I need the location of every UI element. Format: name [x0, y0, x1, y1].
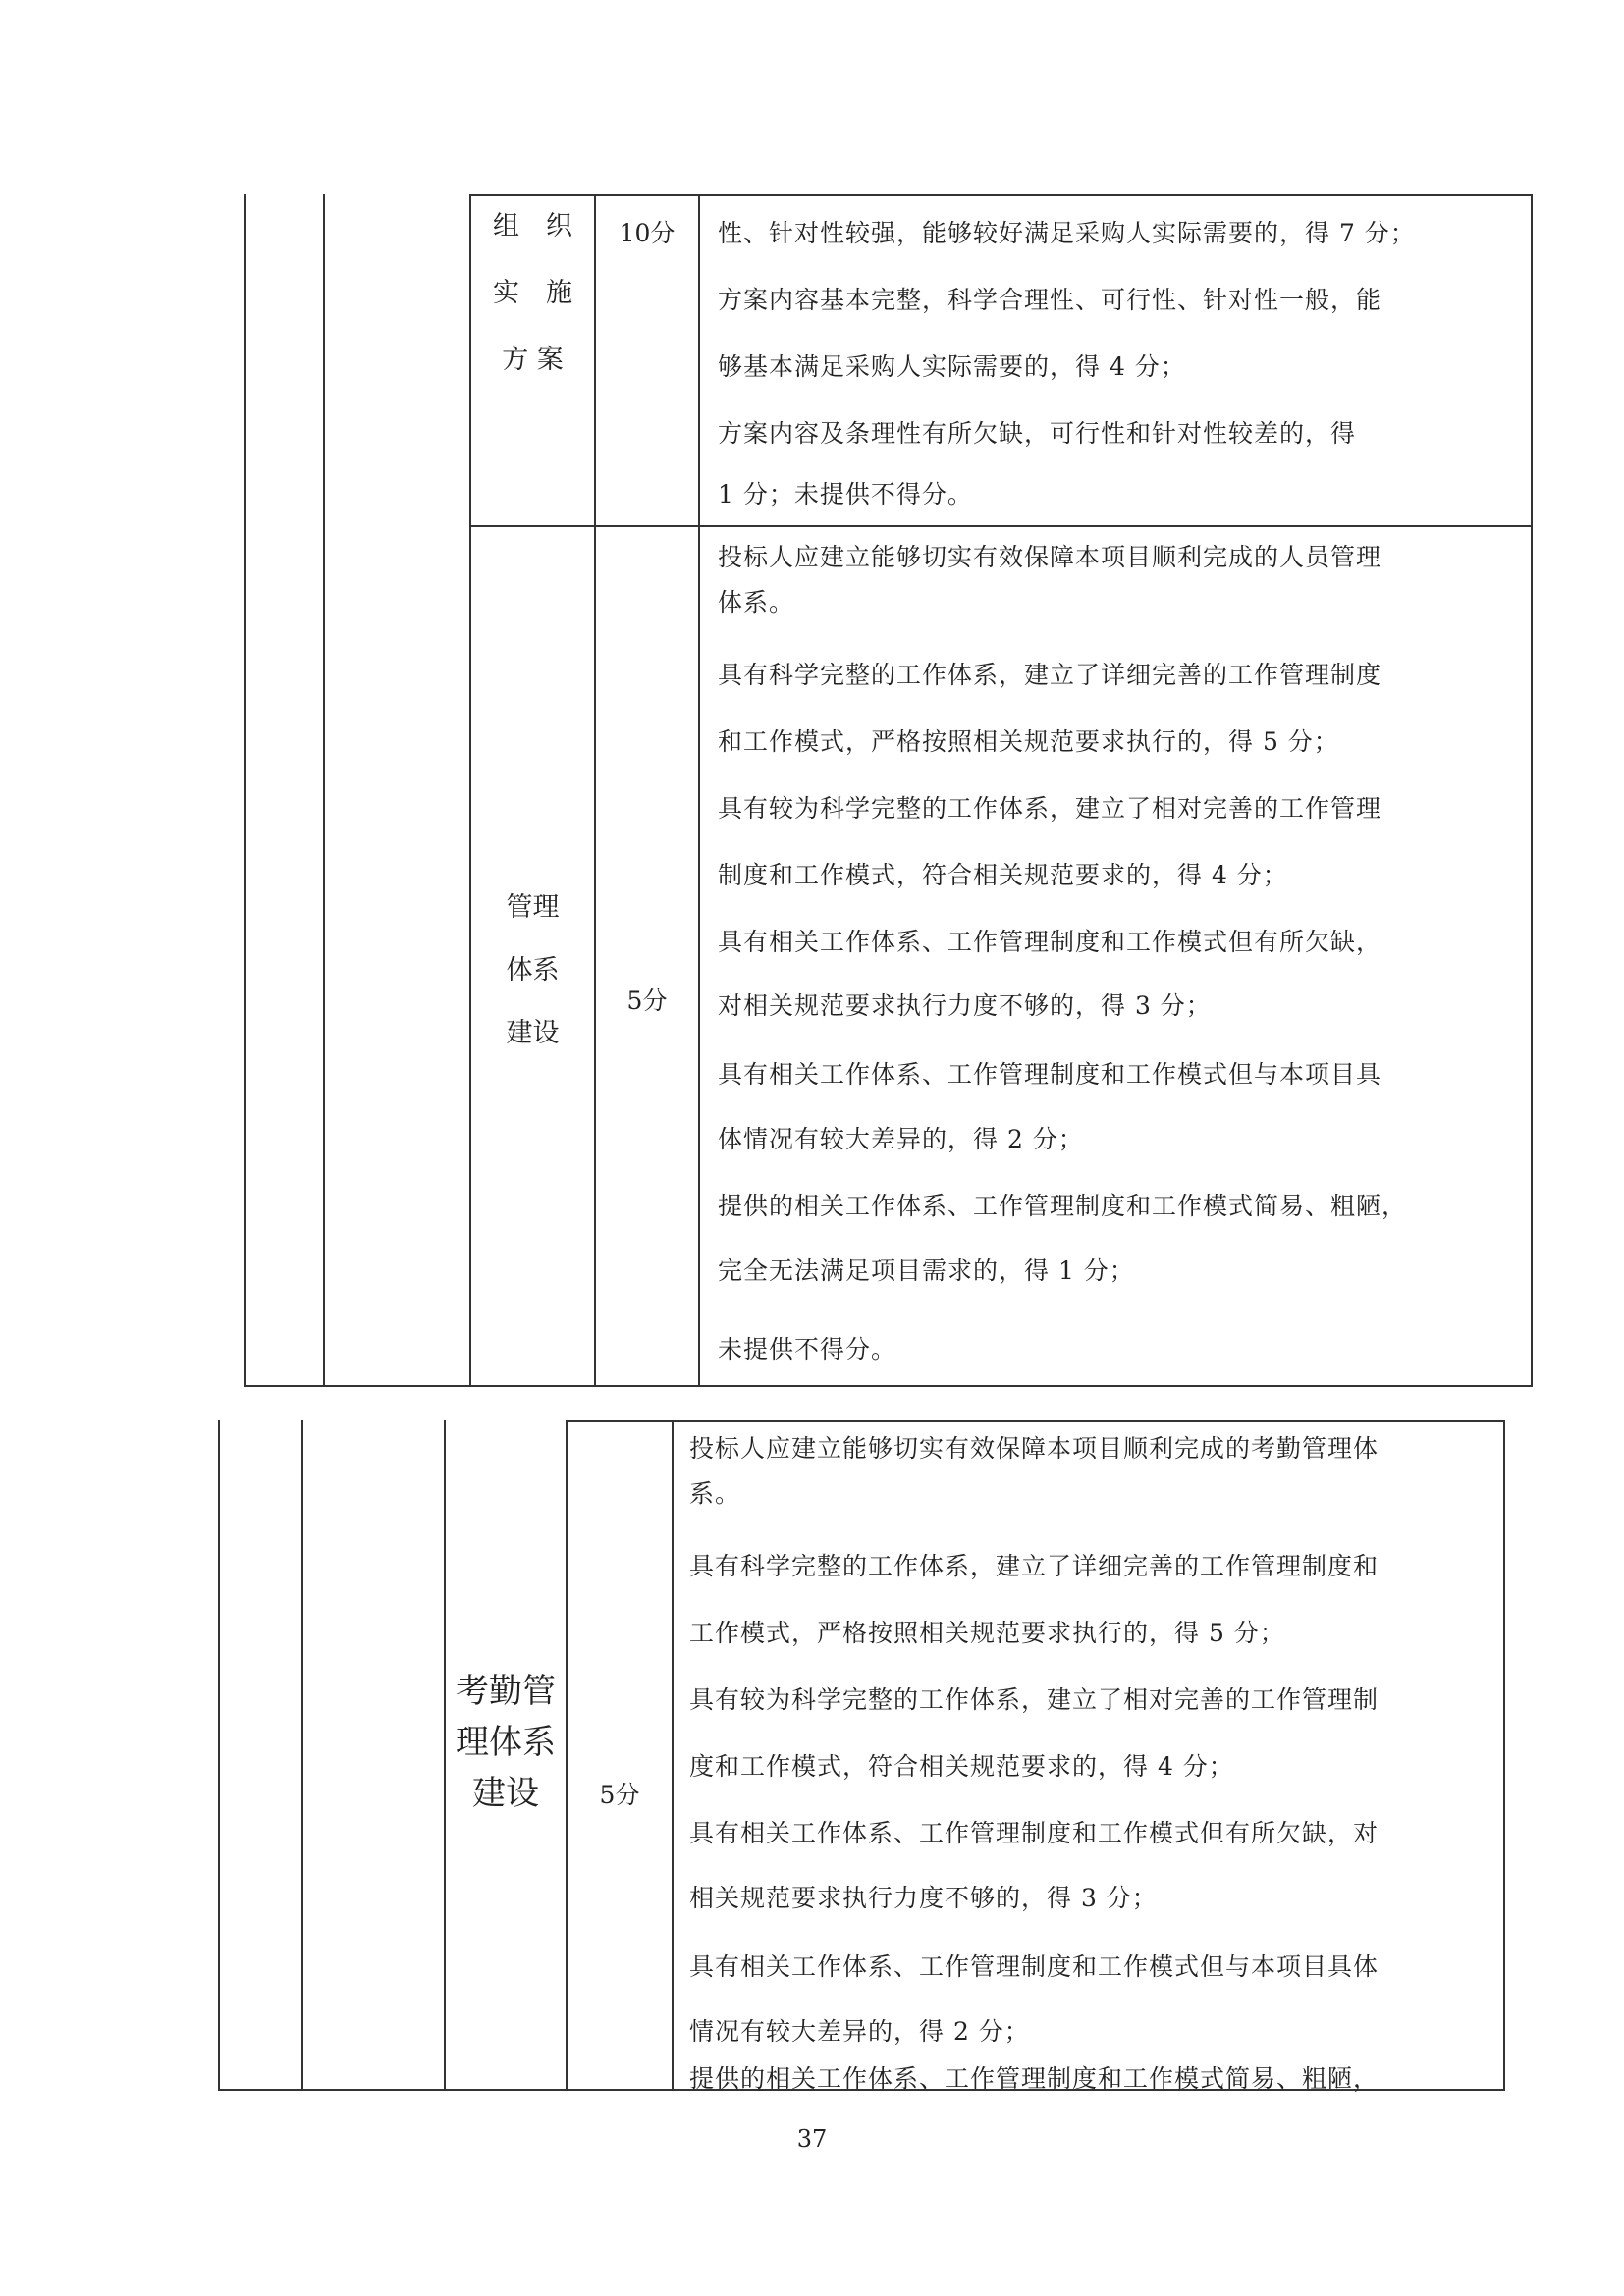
t1r2-text-line: 具有科学完整的工作体系，建立了详细完善的工作管理制度 [718, 661, 1382, 689]
t2r1-score: 5分 [599, 1781, 640, 1809]
table2-col-line-6 [1503, 1420, 1505, 2091]
t1r2-text-line: 体系。 [718, 588, 795, 616]
t1r1-criterion-line: 方 案 [502, 345, 564, 375]
t1r1-score: 10分 [619, 219, 676, 247]
table1-row-divider [469, 525, 1533, 527]
t1r1-text-line: 方案内容及条理性有所欠缺，可行性和针对性较差的，得 [718, 419, 1357, 448]
table1-bottom-border [244, 1385, 1533, 1387]
t1r1-text-line: 性、针对性较强，能够较好满足采购人实际需要的，得 7 分； [718, 219, 1416, 247]
t2r1-text-line: 情况有较大差异的，得 2 分； [689, 2017, 1030, 2046]
t1r2-text-line: 具有相关工作体系、工作管理制度和工作模式但与本项目具 [718, 1060, 1382, 1089]
t1r2-criterion [471, 891, 594, 1050]
table1-col-line-5 [698, 194, 700, 1387]
t2r1-text-line: 具有较为科学完整的工作体系，建立了相对完善的工作管理制 [689, 1685, 1380, 1714]
t1r2-criterion-line: 建设 [506, 1018, 560, 1048]
t1r2-text-line: 对相关规范要求执行力度不够的，得 3 分； [718, 991, 1212, 1020]
t2r1-criterion-line: 考勤管 [456, 1672, 556, 1711]
t2r1-text-line: 系。 [689, 1479, 741, 1508]
table1-top-border [469, 194, 1533, 196]
t1r1-criterion-line: 实 施 [493, 278, 572, 308]
t1r1-text-line: 1 分；未提供不得分。 [718, 480, 973, 508]
t1r2-text-line: 体情况有较大差异的，得 2 分； [718, 1125, 1084, 1153]
t2r1-criterion [446, 1669, 566, 1816]
t1r2-text-line: 投标人应建立能够切实有效保障本项目顺利完成的人员管理 [718, 543, 1382, 571]
t2r1-criterion-line: 建设 [472, 1774, 539, 1813]
t2r1-text-line: 具有相关工作体系、工作管理制度和工作模式但与本项目具体 [689, 1952, 1380, 1981]
t1r2-text-line: 具有相关工作体系、工作管理制度和工作模式但有所欠缺， [718, 928, 1382, 956]
table1-col-line-6 [1531, 194, 1533, 1387]
t2r1-text-line: 相关规范要求执行力度不够的，得 3 分； [689, 1884, 1158, 1912]
t1r1-criterion-line: 组 织 [493, 211, 572, 241]
t1r2-text-line: 具有较为科学完整的工作体系，建立了相对完善的工作管理 [718, 794, 1382, 823]
t1r2-score: 5分 [626, 987, 668, 1015]
t1r2-text-line: 提供的相关工作体系、工作管理制度和工作模式简易、粗陋， [718, 1192, 1408, 1220]
table2-col-line-4 [566, 1420, 568, 2091]
t2r1-text-line: 度和工作模式，符合相关规范要求的，得 4 分； [689, 1752, 1234, 1781]
t1r2-criterion-line: 管理 [506, 892, 560, 923]
page-number: 37 [796, 2125, 828, 2153]
table1-col-line-4 [594, 194, 596, 1387]
t1r2-text-line: 制度和工作模式，符合相关规范要求的，得 4 分； [718, 861, 1288, 889]
t2r1-text-line: 具有相关工作体系、工作管理制度和工作模式但有所欠缺，对 [689, 1819, 1380, 1847]
table1-col-line-1 [244, 194, 246, 1387]
t1r1-text-line: 够基本满足采购人实际需要的，得 4 分； [718, 352, 1186, 381]
t1r1-criterion [471, 210, 594, 377]
table1-col-line-2 [323, 194, 325, 1387]
t2r1-text-line: 具有科学完整的工作体系，建立了详细完善的工作管理制度和 [689, 1552, 1380, 1580]
t1r2-text-line: 和工作模式，严格按照相关规范要求执行的，得 5 分； [718, 727, 1339, 756]
t2r1-text-line: 工作模式，严格按照相关规范要求执行的，得 5 分； [689, 1619, 1285, 1647]
t1r2-text-line: 未提供不得分。 [718, 1335, 897, 1363]
table2-col-line-2 [301, 1420, 303, 2091]
t1r2-criterion-line: 体系 [506, 955, 560, 986]
t2r1-text-line: 提供的相关工作体系、工作管理制度和工作模式简易、粗陋， [689, 2064, 1380, 2093]
table2-col-line-1 [218, 1420, 220, 2091]
table2-col-line-5 [672, 1420, 674, 2091]
t2r1-criterion-line: 理体系 [456, 1723, 556, 1762]
t1r1-text-line: 方案内容基本完整，科学合理性、可行性、针对性一般，能 [718, 286, 1382, 314]
table2-top-border [566, 1420, 1505, 1422]
t2r1-text-line: 投标人应建立能够切实有效保障本项目顺利完成的考勤管理体 [689, 1434, 1380, 1463]
t1r2-text-line: 完全无法满足项目需求的，得 1 分； [718, 1256, 1135, 1285]
